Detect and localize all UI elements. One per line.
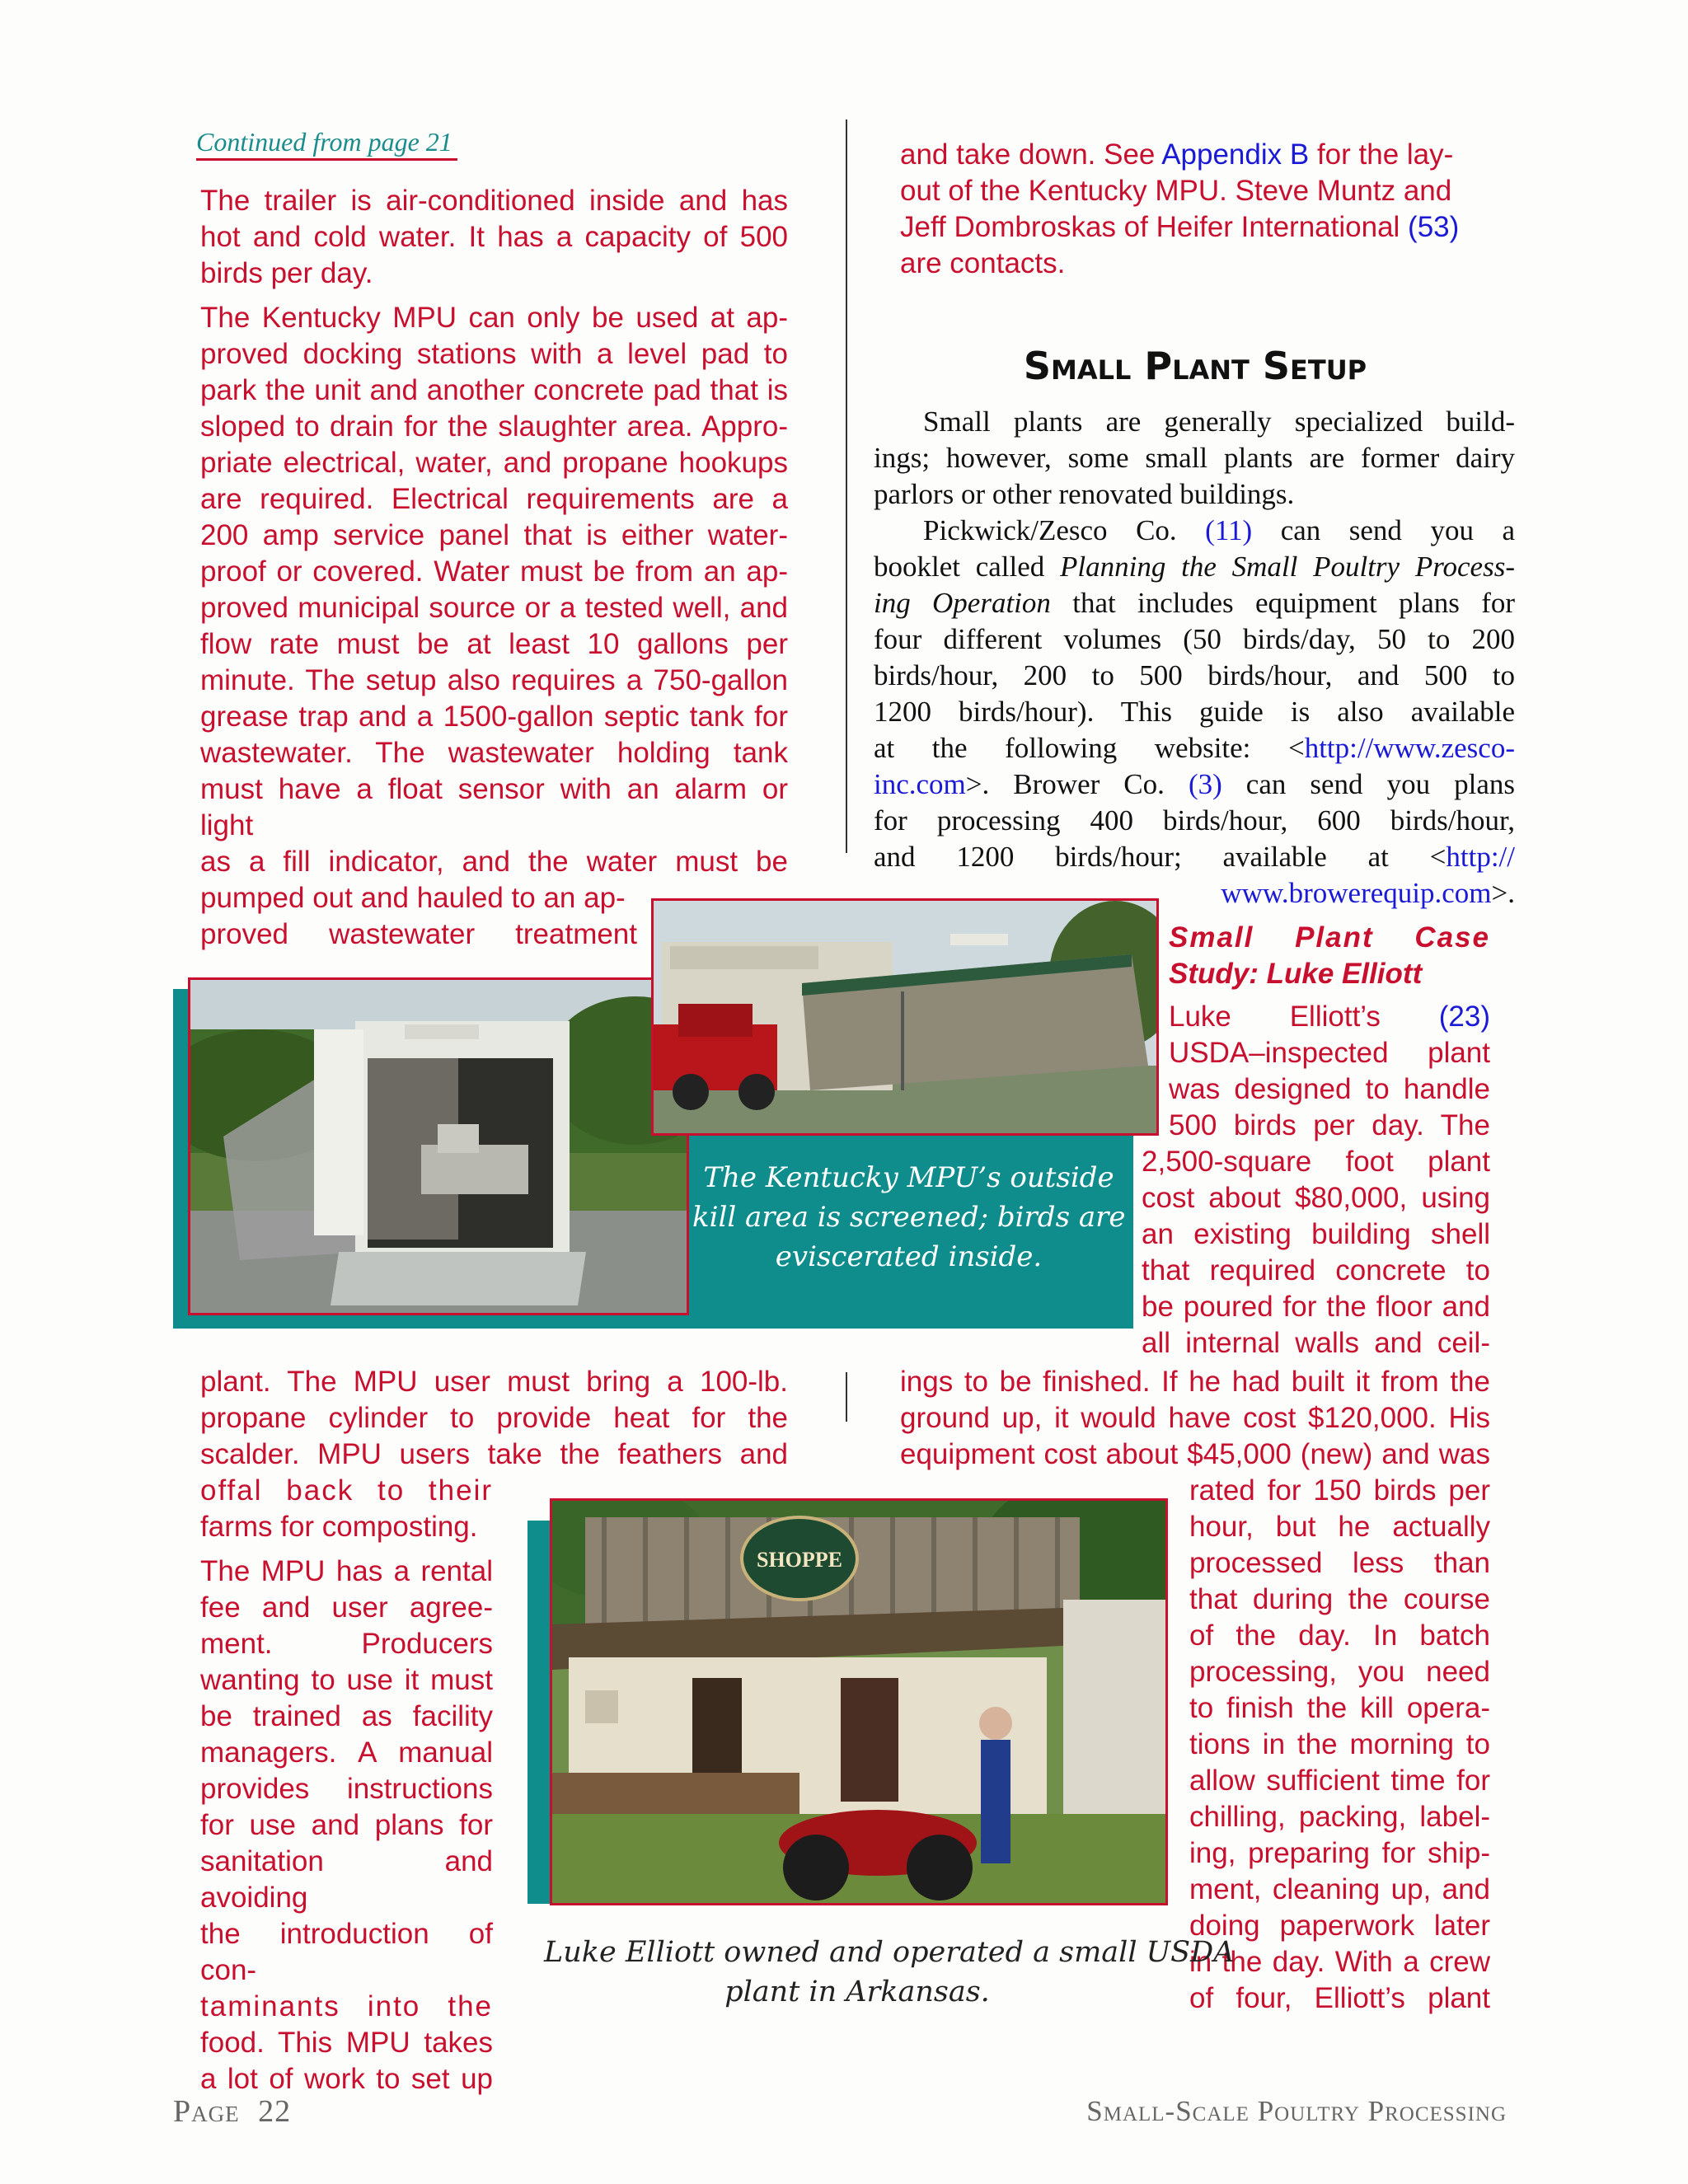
right-column-top	[900, 137, 1490, 282]
text-line: rated for 150 birds per	[1189, 1474, 1490, 1507]
text-line	[874, 839, 1515, 875]
reference-link[interactable]: (11)	[1205, 514, 1253, 546]
text-line: of four, Elliott’s plant	[1189, 1982, 1490, 2014]
page-label: Page	[173, 2094, 240, 2129]
text-line: pumped out and hauled to an ap-	[200, 882, 626, 914]
right-column-bottom	[900, 1364, 1490, 1473]
zesco-link[interactable]: http://www.zesco-	[1304, 732, 1515, 764]
text-fragment: can send you a	[1252, 514, 1515, 546]
text-line: proved municipal source or a tested well, and	[200, 592, 788, 624]
shop-sign-text: SHOPPE	[756, 1548, 843, 1572]
mpu-trailer-open-photo	[188, 977, 689, 1315]
text-line: provides instructions	[200, 1773, 493, 1805]
section-heading	[874, 341, 1517, 391]
text-line: food. This MPU takes	[200, 2027, 493, 2059]
text-line: ings; however, some small plants are former dairy	[874, 442, 1515, 474]
elliott-plant-photo	[550, 1498, 1168, 1905]
left-column-bottom	[200, 1364, 788, 1473]
text-line: out of the Kentucky MPU. Steve Muntz and	[900, 175, 1452, 207]
text-line	[900, 137, 1490, 173]
text-line: ment. Producers	[200, 1628, 493, 1660]
brower-link[interactable]: http://	[1446, 841, 1515, 873]
text-line: 2,500-square foot plant	[1142, 1146, 1490, 1178]
text-line: fee and user agree-	[200, 1591, 493, 1624]
text-line: ings to be finished. If he had built it from the	[900, 1366, 1490, 1398]
text-line	[874, 549, 1515, 585]
caption-line: eviscerated inside.	[775, 1240, 1043, 1273]
right-column-narrow	[1189, 1473, 1490, 2017]
page-number: 22	[258, 2094, 292, 2129]
text-fragment: at the following website: <	[874, 732, 1305, 764]
caption-line: The Kentucky MPU’s outside	[703, 1161, 1114, 1194]
text-fragment: can send you plans	[1221, 768, 1515, 800]
caption-line: kill area is screened; birds are	[692, 1201, 1126, 1234]
text-line: allow sufficient time for	[1189, 1765, 1490, 1797]
text-line: for use and plans for	[200, 1809, 493, 1841]
text-line: cost about $80,000, using	[1142, 1182, 1490, 1214]
text-line: the introduction of con-	[200, 1918, 493, 1986]
text-line: of the day. In batch	[1189, 1619, 1490, 1652]
text-line: chilling, packing, label-	[1189, 1801, 1490, 1833]
case-study-continued	[1142, 1144, 1490, 1361]
elliott-plant-image	[552, 1501, 1165, 1903]
text-line: scalder. MPU users take the feathers and	[200, 1438, 788, 1470]
column-divider-top	[846, 120, 847, 853]
text-fragment: and take down. See	[900, 138, 1162, 171]
text-line: an existing building shell	[1142, 1218, 1490, 1250]
mpu-photo-caption	[692, 1158, 1125, 1277]
text-line: wastewater. The wastewater holding tank	[200, 737, 788, 769]
text-line: processed less than	[1189, 1547, 1490, 1579]
reference-link[interactable]: (53)	[1408, 211, 1460, 243]
text-line: ment, cleaning up, and	[1189, 1873, 1490, 1905]
left-column-top	[200, 183, 788, 953]
caption-line: plant in Arkansas.	[724, 1975, 990, 2008]
case-study	[1169, 920, 1490, 1144]
text-fragment: for the lay-	[1309, 138, 1454, 171]
text-line: The trailer is air-conditioned inside and has	[200, 185, 788, 217]
text-line: as a fill indicator, and the water must be	[200, 846, 788, 878]
case-study-heading: Study: Luke Elliott	[1169, 958, 1423, 990]
text-line	[874, 585, 1515, 621]
small-plant-setup-text	[874, 404, 1515, 912]
text-line: that during the course	[1189, 1583, 1490, 1615]
zesco-link[interactable]: inc.com	[874, 768, 966, 800]
continued-text: Continued from page 21	[196, 127, 452, 157]
mpu-trailer-open-image	[190, 980, 687, 1313]
text-line: sloped to drain for the slaughter area. Appro-	[200, 410, 788, 443]
text-line	[1169, 999, 1490, 1035]
text-line: priate electrical, water, and propane hookups	[200, 447, 788, 479]
text-line: wanting to use it must	[200, 1664, 493, 1696]
text-fragment: Pickwick/Zesco Co.	[923, 514, 1206, 546]
text-fragment: Jeff Dombroskas of Heifer International	[900, 211, 1409, 243]
text-line	[874, 513, 1515, 549]
paragraph-kentucky-mpu	[200, 300, 788, 953]
book-title: ing Operation	[874, 587, 1051, 619]
reference-link[interactable]: (23)	[1438, 1001, 1490, 1033]
text-line: four different volumes (50 birds/day, 50 to 200	[874, 623, 1515, 655]
text-line	[900, 209, 1490, 246]
text-line: proved wastewater treatment	[200, 918, 637, 950]
text-line: managers. A manual	[200, 1736, 493, 1769]
appendix-link[interactable]: Appendix B	[1161, 138, 1310, 171]
case-study-heading: Small Plant Case	[1169, 921, 1490, 954]
text-line: 200 amp service panel that is either water-	[200, 519, 788, 551]
text-fragment: >.	[1491, 877, 1515, 909]
brower-link[interactable]: www.browerequip.com	[1221, 877, 1492, 909]
page-footer-left	[173, 2093, 291, 2130]
text-fragment: Luke Elliott’s	[1169, 1001, 1439, 1033]
page-footer-right	[1086, 2095, 1507, 2128]
section-title: Small Plant Setup	[1023, 344, 1367, 388]
text-line: birds/hour, 200 to 500 birds/hour, and 500 to	[874, 659, 1515, 691]
text-line: all internal walls and ceil-	[1142, 1327, 1490, 1359]
column-divider-bottom	[846, 1372, 847, 1422]
text-line: minute. The setup also requires a 750-gallon	[200, 664, 788, 696]
mpu-screened-photo	[651, 898, 1159, 1136]
text-line: parlors or other renovated buildings.	[874, 478, 1295, 510]
continued-note	[196, 125, 457, 161]
text-fragment: booklet called	[874, 551, 1061, 583]
text-line: hour, but he actually	[1189, 1511, 1490, 1543]
text-line: USDA–inspected plant	[1169, 1037, 1490, 1069]
text-line: doing paperwork later	[1189, 1910, 1490, 1942]
text-line: The Kentucky MPU can only be used at ap-	[200, 302, 788, 334]
text-line: 1200 birds/hour). This guide is also available	[874, 696, 1515, 728]
text-fragment: >. Brower Co.	[965, 768, 1189, 800]
text-line: farms for composting.	[200, 1511, 478, 1543]
text-line: grease trap and a 1500-gallon septic tank for	[200, 701, 788, 733]
text-line: to finish the kill opera-	[1189, 1692, 1490, 1724]
book-title: Planning the Small Poultry Process-	[1060, 551, 1515, 583]
text-line: ground up, it would have cost $120,000. His	[900, 1402, 1490, 1434]
text-line: birds per day.	[200, 257, 373, 289]
paragraph-trailer	[200, 183, 788, 292]
text-line: processing, you need	[1189, 1656, 1490, 1688]
text-line: 500 birds per day. The	[1169, 1109, 1490, 1141]
text-line: flow rate must be at least 10 gallons per	[200, 628, 788, 660]
text-fragment: and 1200 birds/hour; available at <	[874, 841, 1447, 873]
text-line	[874, 730, 1515, 766]
text-line: be poured for the floor and	[1142, 1291, 1490, 1323]
mpu-screened-image	[654, 901, 1156, 1133]
text-line: proved docking stations with a level pad to	[200, 338, 788, 370]
text-line: a lot of work to set up	[200, 2063, 493, 2095]
text-line: ing, preparing for ship-	[1189, 1837, 1490, 1869]
text-line: tions in the morning to	[1189, 1728, 1490, 1760]
text-fragment: that includes equipment plans for	[1050, 587, 1515, 619]
text-line: proof or covered. Water must be from an ap-	[200, 555, 788, 588]
text-line: for processing 400 birds/hour, 600 birds/hour,	[874, 804, 1515, 837]
text-line: The MPU has a rental	[200, 1555, 493, 1587]
text-line: are required. Electrical requirements are a	[200, 483, 788, 515]
text-line: Small plants are generally specialized build-	[923, 405, 1515, 438]
text-line: equipment cost about $45,000 (new) and was	[900, 1438, 1490, 1470]
text-line: must have a float sensor with an alarm or light	[200, 773, 788, 841]
text-line: are contacts.	[900, 247, 1066, 279]
text-line: propane cylinder to provide heat for the	[200, 1402, 788, 1434]
text-line: plant. The MPU user must bring a 100-lb.	[200, 1366, 788, 1398]
text-line: that required concrete to	[1142, 1254, 1490, 1286]
left-column-narrow	[200, 1473, 493, 2097]
text-line: sanitation and avoiding	[200, 1845, 493, 1914]
text-line: be trained as facility	[200, 1700, 493, 1732]
reference-link[interactable]: (3)	[1188, 768, 1222, 800]
text-line: park the unit and another concrete pad that is	[200, 374, 788, 406]
elliott-photo-caption	[544, 1933, 1235, 2012]
text-line: offal back to their	[200, 1474, 493, 1507]
text-line: was designed to handle	[1169, 1073, 1490, 1105]
text-line: in the day. With a crew	[1189, 1946, 1490, 1978]
text-line	[874, 766, 1515, 803]
caption-line: Luke Elliott owned and operated a small USDA	[544, 1936, 1235, 1969]
text-line: hot and cold water. It has a capacity of 500	[200, 221, 788, 253]
text-line: taminants into the	[200, 1990, 493, 2022]
publication-title: Small-Scale Poultry Processing	[1086, 2095, 1507, 2127]
